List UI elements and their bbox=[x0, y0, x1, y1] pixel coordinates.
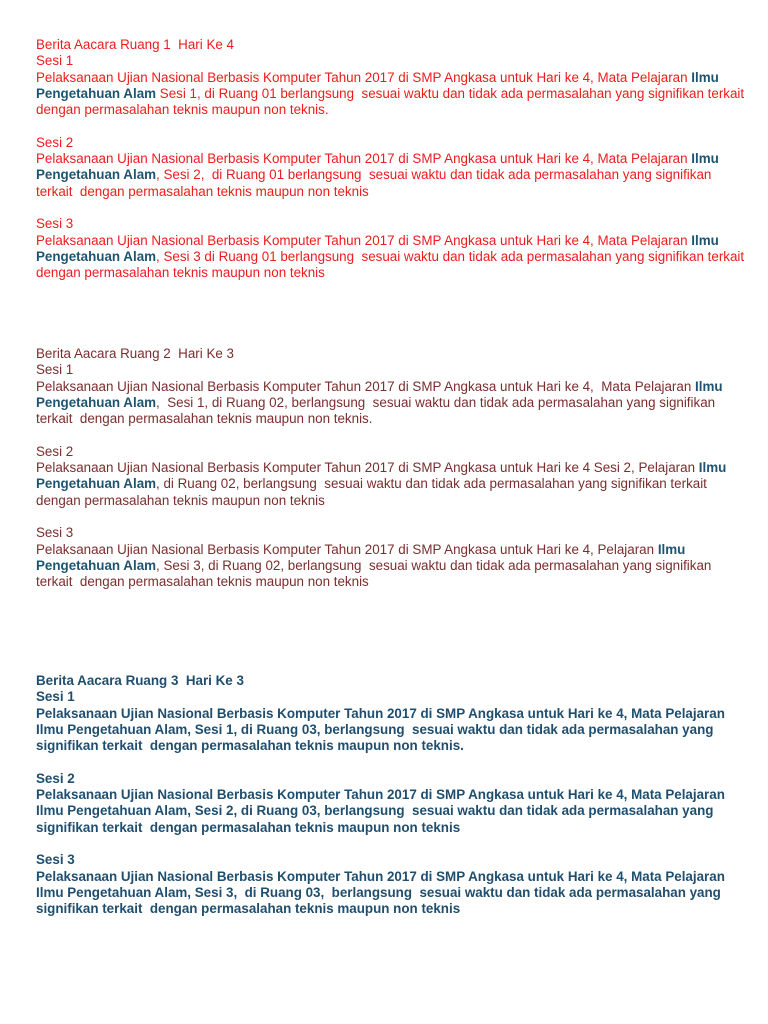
session-text-pre: Pelaksanaan Ujian Nasional Berbasis Komputer Tahun 2017 di SMP Angkasa untuk Hari ke 4, Pelajaran bbox=[36, 541, 658, 557]
session-text bbox=[36, 232, 752, 282]
session-text bbox=[36, 787, 748, 836]
subject-name: Ilmu Pengetahuan Alam bbox=[36, 151, 723, 183]
session-text-post: , Sesi 1, di Ruang 02, berlangsung sesuai waktu dan tidak ada permasalahan yang signifikan terkait dengan permasalahan teknis maupun non teknis. bbox=[36, 394, 719, 427]
session-label: Sesi 2 bbox=[36, 770, 75, 786]
session-text-pre: Pelaksanaan Ujian Nasional Berbasis Komputer Tahun 2017 di SMP Angkasa untuk Hari ke 4, Mata Pelajaran bbox=[36, 69, 692, 85]
session-text-pre: Pelaksanaan Ujian Nasional Berbasis Komputer Tahun 2017 di SMP Angkasa untuk Hari ke 4, Mata Pelajaran bbox=[36, 787, 729, 803]
report-title: Berita Aacara Ruang 3 Hari Ke 3 bbox=[36, 673, 244, 688]
report-title: Berita Aacara Ruang 1 Hari Ke 4 bbox=[36, 37, 234, 52]
session-label: Sesi 1 bbox=[36, 362, 74, 378]
session-text-pre: Pelaksanaan Ujian Nasional Berbasis Komputer Tahun 2017 di SMP Angkasa untuk Hari ke 4, Mata Pelajaran bbox=[36, 705, 729, 721]
session-label: Sesi 1 bbox=[36, 53, 74, 69]
subject-name: Ilmu Pengetahuan Alam bbox=[36, 884, 188, 900]
session-text bbox=[36, 542, 748, 591]
subject-name: Ilmu Pengetahuan Alam bbox=[36, 541, 690, 573]
subject-name: Ilmu Pengetahuan Alam bbox=[36, 232, 723, 264]
spacer bbox=[36, 200, 748, 216]
spacer bbox=[36, 427, 748, 443]
session-text-pre: Pelaksanaan Ujian Nasional Berbasis Komputer Tahun 2017 di SMP Angkasa untuk Hari ke 4, Mata Pelajaran bbox=[36, 378, 696, 394]
report-ruang-3 bbox=[36, 673, 748, 917]
spacer bbox=[36, 509, 748, 525]
session-label: Sesi 2 bbox=[36, 443, 74, 459]
subject-name: Ilmu Pengetahuan Alam bbox=[36, 803, 188, 819]
session-text-post: , Sesi 3 di Ruang 01 berlangsung sesuai waktu dan tidak ada permasalahan yang signifikan terkait dengan permasalahan teknis maupun non teknis bbox=[36, 248, 752, 281]
session-label: Sesi 2 bbox=[36, 134, 74, 150]
session-text bbox=[36, 706, 748, 755]
session-text-post: , di Ruang 02, berlangsung sesuai waktu dan tidak ada permasalahan yang signifikan terkait dengan permasalahan teknis maupun non teknis bbox=[36, 476, 715, 508]
spacer bbox=[36, 836, 748, 852]
session-text-post: , Sesi 1, di Ruang 03, berlangsung sesuai waktu dan tidak ada permasalahan yang signifikan terkait dengan permasalahan teknis maupun non teknis. bbox=[36, 721, 718, 754]
session-text-pre: Pelaksanaan Ujian Nasional Berbasis Komputer Tahun 2017 di SMP Angkasa untuk Hari ke 4, Mata Pelajaran bbox=[36, 151, 692, 167]
session-label: Sesi 3 bbox=[36, 525, 74, 541]
session-text-post: Sesi 1, di Ruang 01 berlangsung sesuai waktu dan tidak ada permasalahan yang signifikan terkait dengan permasalahan teknis maupun non teknis. bbox=[36, 85, 752, 118]
session-text-post: , Sesi 3, di Ruang 03, berlangsung sesuai waktu dan tidak ada permasalahan yang signifikan terkait dengan permasalahan teknis maupun non teknis bbox=[36, 884, 725, 917]
session-label: Sesi 3 bbox=[36, 216, 74, 232]
session-text-pre: Pelaksanaan Ujian Nasional Berbasis Komputer Tahun 2017 di SMP Angkasa untuk Hari ke 4, Mata Pelajaran bbox=[36, 232, 692, 248]
session-text-post: , Sesi 2, di Ruang 01 berlangsung sesuai waktu dan tidak ada permasalahan yang signifikan terkait dengan permasalahan teknis maupun non teknis bbox=[36, 167, 716, 199]
session-text-pre: Pelaksanaan Ujian Nasional Berbasis Komputer Tahun 2017 di SMP Angkasa untuk Hari ke 4, Mata Pelajaran bbox=[36, 868, 729, 884]
session-text bbox=[36, 460, 748, 509]
session-text-pre: Pelaksanaan Ujian Nasional Berbasis Komputer Tahun 2017 di SMP Angkasa untuk Hari ke 4 Sesi 2, Pelajaran bbox=[36, 460, 699, 476]
session-text bbox=[36, 151, 748, 200]
subject-name: Ilmu Pengetahuan Alam bbox=[36, 69, 723, 101]
session-text-post: , Sesi 2, di Ruang 03, berlangsung sesuai waktu dan tidak ada permasalahan yang signifikan terkait dengan permasalahan teknis maupun non teknis bbox=[36, 803, 718, 835]
session-label: Sesi 1 bbox=[36, 689, 75, 705]
subject-name: Ilmu Pengetahuan Alam bbox=[36, 721, 188, 737]
report-title: Berita Aacara Ruang 2 Hari Ke 3 bbox=[36, 346, 234, 361]
subject-name: Ilmu Pengetahuan Alam bbox=[36, 378, 727, 410]
report-ruang-1 bbox=[36, 37, 752, 281]
session-text bbox=[36, 379, 748, 428]
spacer bbox=[36, 118, 748, 134]
report-ruang-2 bbox=[36, 346, 748, 590]
spacer bbox=[36, 754, 748, 770]
session-text bbox=[36, 869, 748, 918]
session-label: Sesi 3 bbox=[36, 852, 75, 868]
subject-name: Ilmu Pengetahuan Alam bbox=[36, 460, 731, 492]
session-text-post: , Sesi 3, di Ruang 02, berlangsung sesuai waktu dan tidak ada permasalahan yang signifikan terkait dengan permasalahan teknis maupun non teknis bbox=[36, 557, 716, 590]
session-text bbox=[36, 69, 752, 119]
